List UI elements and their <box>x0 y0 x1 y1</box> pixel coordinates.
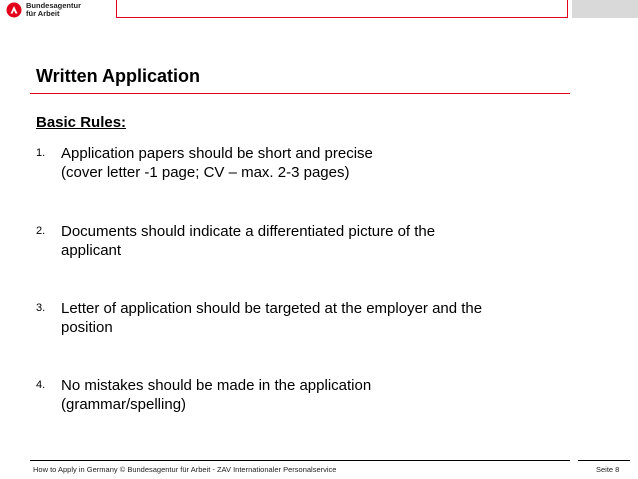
rule-number: 4. <box>36 379 46 391</box>
header-gray-block <box>572 0 638 18</box>
header-red-frame <box>116 0 568 18</box>
rule-text <box>61 144 581 182</box>
rule-line: (grammar/spelling) <box>61 396 187 413</box>
rule-line: position <box>61 319 113 336</box>
rule-number: 2. <box>36 225 46 237</box>
footer-text: How to Apply in Germany © Bundesagentur für Arbeit - ZAV Internationaler Personalservice <box>33 465 337 474</box>
rule-text <box>61 299 581 337</box>
page-number: Seite 8 <box>596 465 620 474</box>
rule-text <box>61 376 581 414</box>
rule-line: No mistakes should be made in the application <box>61 377 372 394</box>
rule-number: 1. <box>36 147 46 159</box>
header-bar <box>0 0 638 20</box>
logo-text <box>26 2 81 18</box>
section-heading: Basic Rules: <box>36 114 127 131</box>
ba-logo-icon <box>6 2 22 18</box>
footer-divider-short <box>578 460 630 461</box>
rule-line: Application papers should be short and precise <box>61 145 373 162</box>
rule-line: Documents should indicate a differentiated picture of the <box>61 223 436 240</box>
logo-line-1: Bundesagentur <box>26 1 82 10</box>
logo-line-2: für Arbeit <box>26 9 60 18</box>
rule-line: (cover letter -1 page; CV – max. 2-3 pages) <box>61 164 350 181</box>
logo <box>6 2 81 18</box>
rule-line: Letter of application should be targeted at the employer and the <box>61 300 483 317</box>
slide-title: Written Application <box>36 66 200 86</box>
title-divider <box>30 93 570 94</box>
rule-number: 3. <box>36 302 46 314</box>
rule-line: applicant <box>61 242 122 259</box>
rule-text <box>61 222 581 260</box>
footer-divider <box>30 460 570 461</box>
